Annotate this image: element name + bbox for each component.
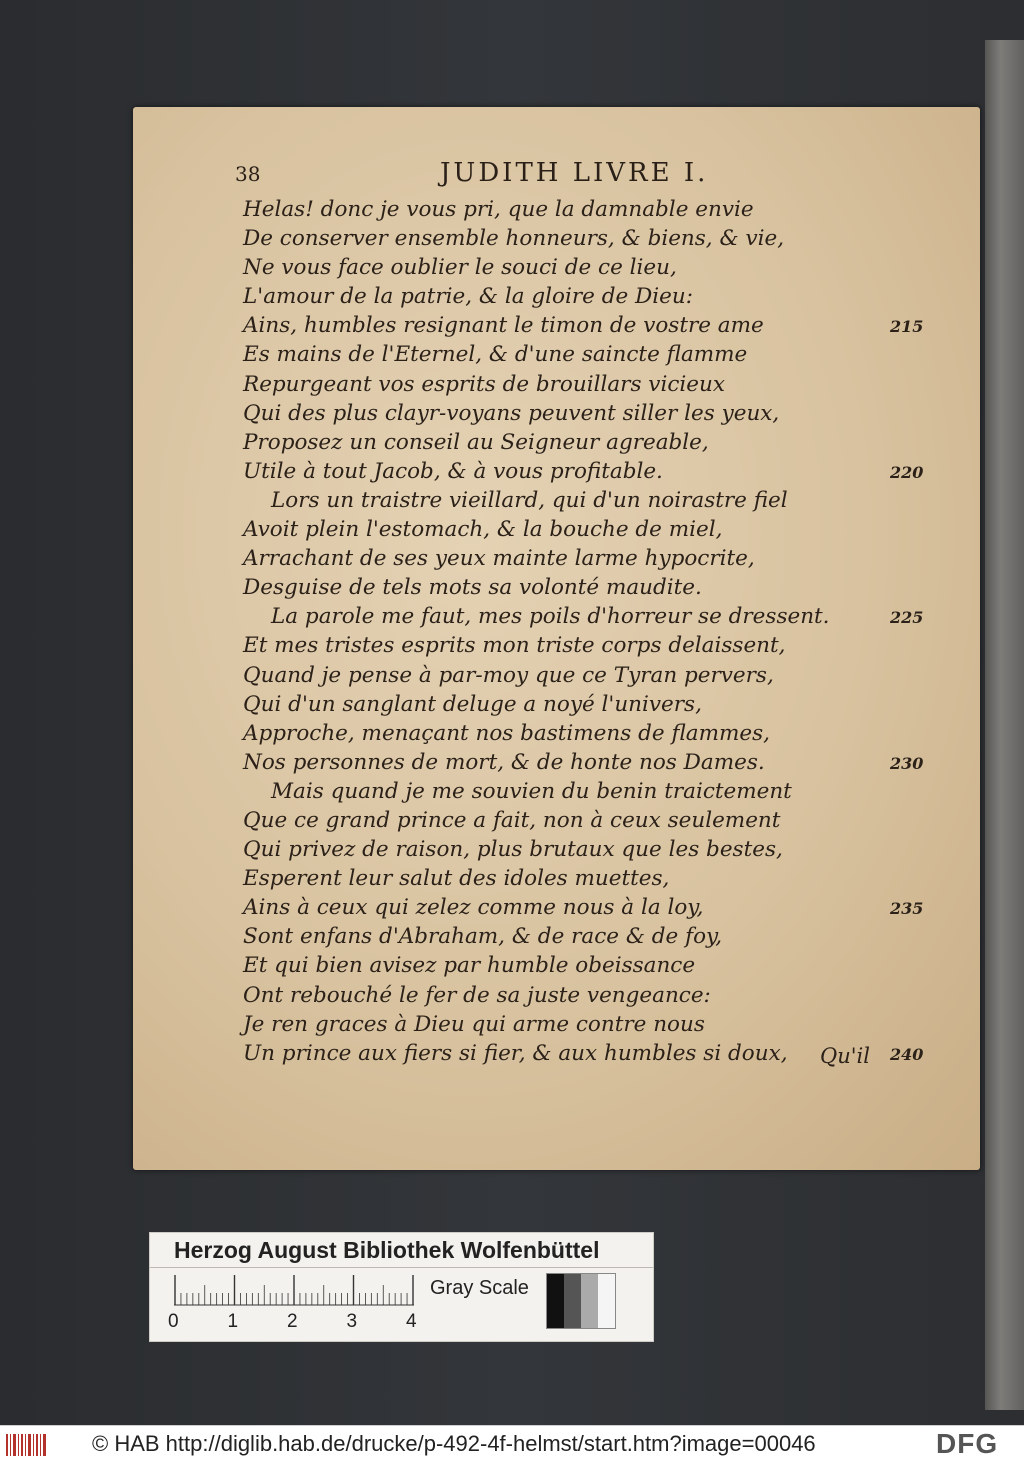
catchword: Qu'il xyxy=(820,1044,870,1068)
dfg-logo: DFG xyxy=(936,1428,999,1459)
library-label-card xyxy=(149,1232,654,1342)
verse-line: Ont rebouché le fer de sa juste vengeance: xyxy=(243,982,711,1008)
line-number: 240 xyxy=(890,1044,924,1064)
verse-line: Et mes tristes esprits mon triste corps delaissent, xyxy=(243,633,786,659)
measurement-ruler xyxy=(174,1275,414,1307)
verse-line: Helas! donc je vous pri, que la damnable envie xyxy=(243,197,754,222)
line-number: 235 xyxy=(890,899,924,919)
library-name: Herzog August Bibliothek Wolfenbüttel xyxy=(174,1237,600,1263)
verse-line: L'amour de la patrie, & la gloire de Dieu: xyxy=(243,284,693,310)
verse-line: De conserver ensemble honneurs, & biens, & vie, xyxy=(243,226,785,252)
ruler-label: 4 xyxy=(406,1311,417,1332)
verse-line: Esperent leur salut des idoles muettes, xyxy=(243,866,670,892)
verse-line: Qui privez de raison, plus brutaux que les bestes, xyxy=(243,837,783,863)
verse-line: Ains, humbles resignant le timon de vostre ame xyxy=(243,313,764,339)
line-number: 220 xyxy=(890,462,924,482)
verse-line: Je ren graces à Dieu qui arme contre nous xyxy=(243,1011,705,1037)
grayscale-swatch xyxy=(581,1274,598,1328)
verse-line: Approche, menaçant nos bastimens de flammes, xyxy=(243,720,770,746)
viewer-footer xyxy=(0,1425,1024,1463)
verse-line: Lors un traistre vieillard, qui d'un noirastre fiel xyxy=(271,487,788,513)
verse-line: Utile à tout Jacob, & à vous profitable. xyxy=(243,458,663,484)
verse-line: Arrachant de ses yeux mainte larme hypocrite, xyxy=(243,546,755,572)
grayscale-label: Gray Scale xyxy=(430,1277,529,1299)
verse-line: Nos personnes de mort, & de honte nos Dames. xyxy=(243,749,765,775)
ruler-label: 2 xyxy=(287,1311,298,1332)
ruler-label: 3 xyxy=(346,1311,358,1332)
facing-page-edge xyxy=(985,40,1024,1410)
grayscale-swatch xyxy=(547,1274,564,1328)
grayscale-swatch xyxy=(564,1274,581,1328)
verse-line: La parole me faut, mes poils d'horreur se dressent. xyxy=(271,604,830,630)
label-divider xyxy=(150,1267,653,1268)
line-number: 225 xyxy=(890,608,924,628)
verse-line: Un prince aux fiers si fier, & aux humbles si doux, xyxy=(243,1040,788,1066)
verse-line: Ne vous face oublier le souci de ce lieu, xyxy=(243,255,677,281)
verse-line: Proposez un conseil au Seigneur agreable, xyxy=(243,429,709,455)
verse-line: Repurgeant vos esprits de brouillars vicieux xyxy=(243,371,725,397)
hab-barcode-icon xyxy=(6,1432,48,1458)
line-number: 215 xyxy=(890,317,924,337)
verse-line: Mais quand je me souvien du benin traictement xyxy=(271,778,792,804)
verse-line: Desguise de tels mots sa volonté maudite. xyxy=(243,575,702,601)
verse-line: Es mains de l'Eternel, & d'une saincte flamme xyxy=(243,342,748,368)
running-title: JUDITH LIVRE I. xyxy=(440,158,709,188)
line-number: 230 xyxy=(890,753,924,773)
grayscale-swatches xyxy=(546,1273,616,1329)
verse-line: Ains à ceux qui zelez comme nous à la loy, xyxy=(243,895,704,921)
ruler-label: 0 xyxy=(168,1311,179,1332)
ruler-labels xyxy=(168,1311,428,1335)
citation-link[interactable]: © HAB http://diglib.hab.de/drucke/p-492-4f-helmst/start.htm?image=00046 xyxy=(92,1431,816,1456)
verse-line: Que ce grand prince a fait, non à ceux seulement xyxy=(243,807,781,833)
verse-line: Sont enfans d'Abraham, & de race & de foy, xyxy=(243,924,723,950)
verse-line: Et qui bien avisez par humble obeissance xyxy=(243,953,696,979)
verse-line: Qui d'un sanglant deluge a noyé l'univers, xyxy=(243,691,702,717)
verse-line: Qui des plus clayr-voyans peuvent siller les yeux, xyxy=(243,400,780,426)
verse-line: Quand je pense à par-moy que ce Tyran pervers, xyxy=(243,662,774,688)
verse-text xyxy=(243,195,843,1068)
verse-line: Avoit plein l'estomach, & la bouche de miel, xyxy=(243,517,723,543)
grayscale-swatch xyxy=(598,1274,615,1328)
running-head xyxy=(235,158,795,192)
ruler-label: 1 xyxy=(227,1311,239,1332)
page-number: 38 xyxy=(235,162,261,186)
